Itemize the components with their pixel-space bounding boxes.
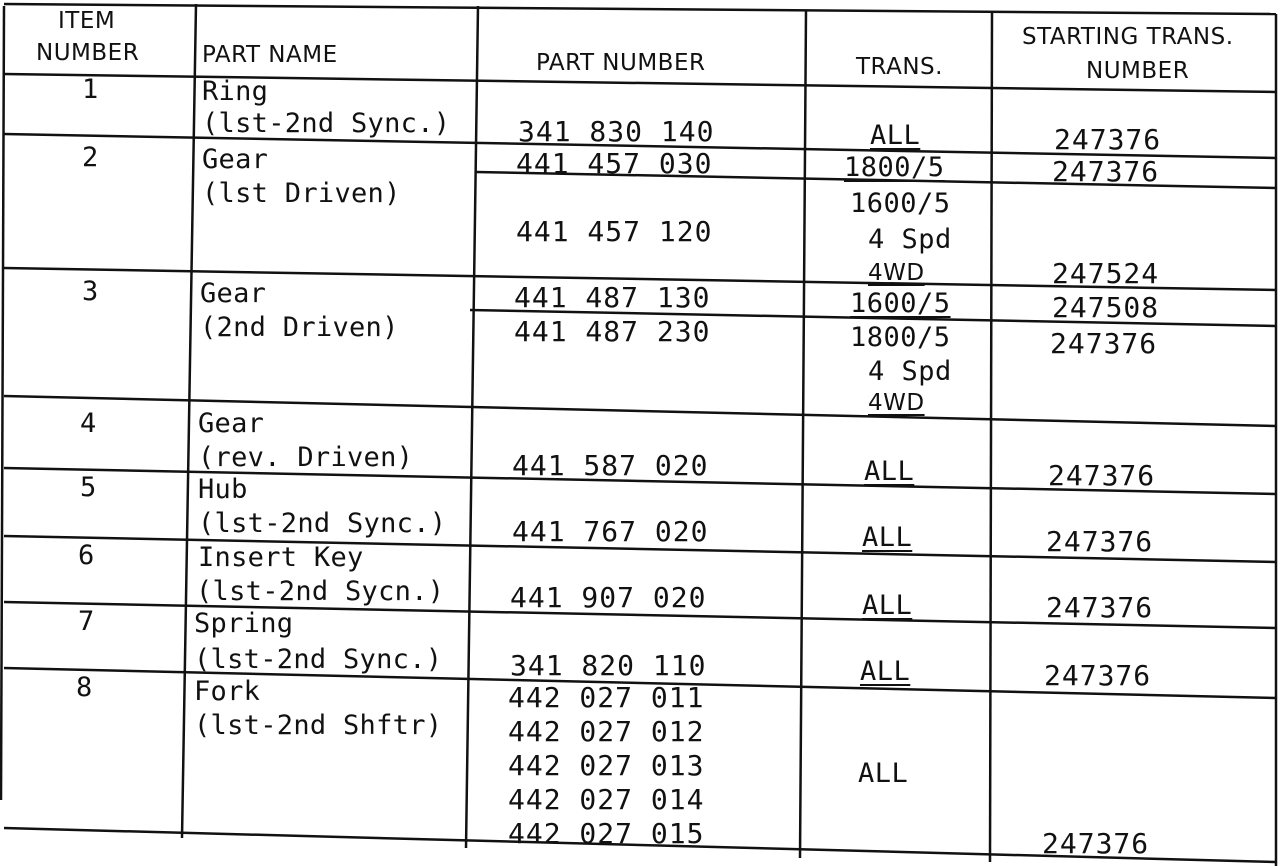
part-number: 442 027 015	[508, 817, 705, 850]
trans-value: ALL	[860, 656, 911, 687]
part-name: Fork	[194, 676, 261, 707]
trans-value: 4 Spd	[868, 224, 952, 255]
starting-trans-number: 247376	[1046, 591, 1154, 624]
starting-trans-number: 247376	[1046, 525, 1154, 558]
trans-value: ALL	[858, 758, 909, 789]
part-number: 442 027 014	[508, 783, 705, 816]
part-number: 341 820 110	[510, 649, 707, 682]
trans-value: 1600/5	[850, 288, 951, 319]
item-number: 3	[82, 276, 99, 307]
starting-trans-number: 247376	[1042, 827, 1150, 860]
item-number: 8	[76, 672, 93, 703]
trans-value: 4WD	[868, 260, 925, 286]
header-trans: TRANS.	[856, 54, 943, 80]
item-number: 5	[80, 472, 97, 503]
starting-trans-number: 247376	[1054, 123, 1162, 156]
trans-value: ALL	[862, 522, 913, 553]
starting-trans-number: 247508	[1052, 291, 1160, 324]
item-number: 6	[78, 540, 95, 571]
part-number: 441 907 020	[510, 581, 707, 614]
trans-value: ALL	[862, 590, 913, 621]
item-number: 2	[82, 142, 99, 173]
part-number: 441 457 030	[516, 147, 713, 180]
part-name: Ring	[202, 76, 269, 107]
part-name-detail: (lst-2nd Sycn.)	[196, 576, 445, 607]
starting-trans-number: 247376	[1044, 659, 1152, 692]
trans-value: 1800/5	[844, 152, 945, 183]
part-number: 441 457 120	[516, 215, 713, 248]
part-name: Spring	[194, 608, 294, 639]
starting-trans-number: 247376	[1048, 459, 1156, 492]
part-name: Hub	[198, 474, 248, 505]
part-name-detail: (rev. Driven)	[198, 442, 414, 473]
item-number: 4	[80, 408, 97, 439]
part-number: 441 767 020	[512, 515, 709, 548]
part-name: Gear	[200, 278, 267, 309]
trans-value: 4WD	[868, 390, 925, 416]
header-part-name: PART NAME	[202, 42, 338, 68]
item-number: 1	[82, 74, 99, 105]
starting-trans-number: 247376	[1052, 155, 1160, 188]
header-starting-line2: NUMBER	[1086, 58, 1190, 84]
part-name: Insert Key	[198, 542, 364, 573]
part-name-detail: (2nd Driven)	[200, 312, 399, 343]
part-name: Gear	[202, 144, 269, 175]
part-name-detail: (lst-2nd Shftr)	[194, 710, 443, 741]
trans-value: ALL	[864, 456, 915, 487]
part-name: Gear	[198, 408, 265, 439]
part-name-detail: (lst-2nd Sync.)	[194, 644, 443, 675]
trans-value: 4 Spd	[868, 356, 952, 387]
header-starting-line1: STARTING TRANS.	[1022, 24, 1234, 50]
trans-value: ALL	[870, 120, 921, 151]
part-number: 441 587 020	[512, 449, 709, 482]
part-number: 442 027 011	[508, 681, 705, 714]
part-name-detail: (lst-2nd Sync.)	[198, 508, 447, 539]
part-number: 442 027 013	[508, 749, 705, 782]
header-part-number: PART NUMBER	[536, 50, 706, 76]
starting-trans-number: 247376	[1050, 327, 1158, 360]
item-number: 7	[78, 606, 95, 637]
trans-value: 1600/5	[850, 188, 951, 219]
starting-trans-number: 247524	[1052, 257, 1160, 290]
trans-value: 1800/5	[850, 322, 951, 353]
part-number: 441 487 130	[514, 281, 711, 314]
header-item-line1: ITEM	[58, 8, 116, 34]
part-number: 441 487 230	[514, 315, 711, 348]
part-number: 341 830 140	[518, 115, 715, 148]
part-name-detail: (lst Driven)	[202, 178, 401, 209]
header-item-line2: NUMBER	[36, 40, 140, 66]
part-name-detail: (lst-2nd Sync.)	[202, 108, 451, 139]
part-number: 442 027 012	[508, 715, 705, 748]
